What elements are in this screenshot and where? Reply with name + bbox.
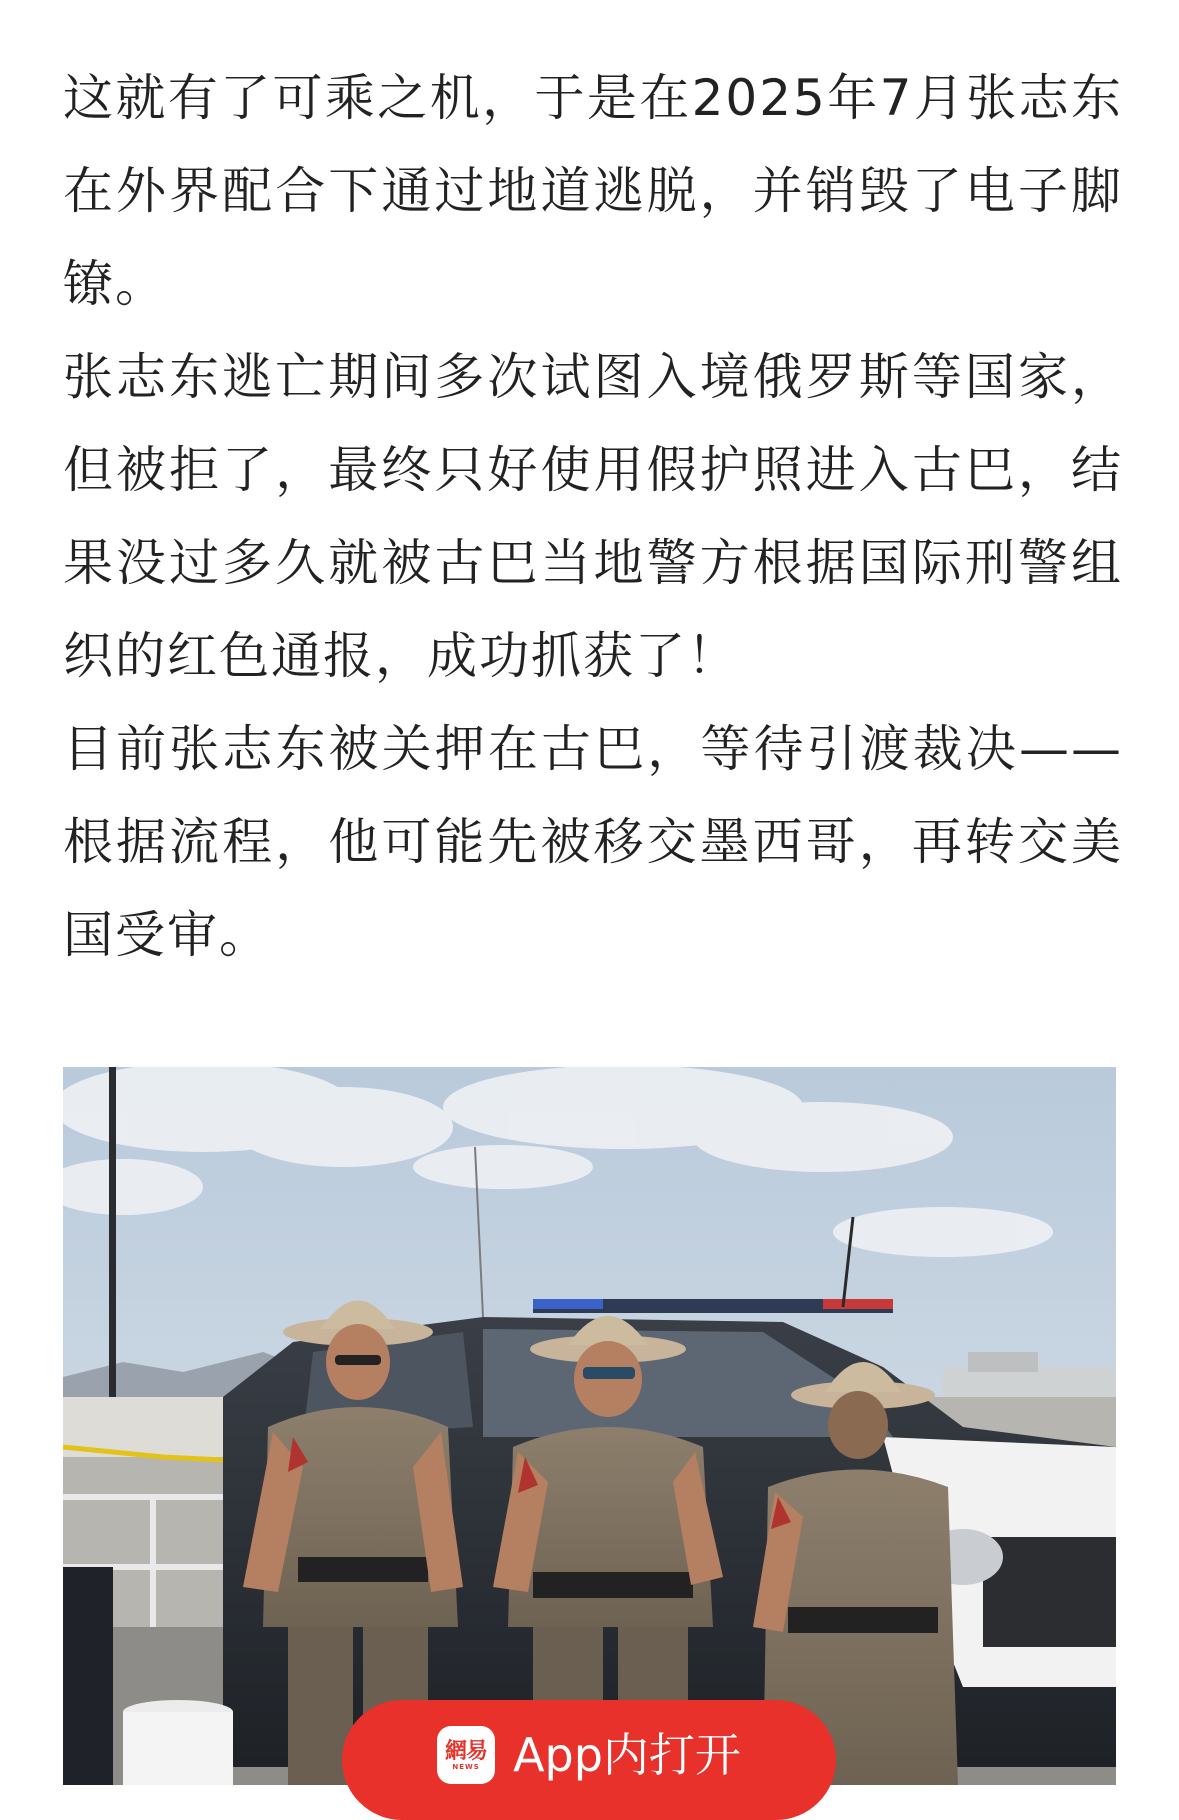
open-in-app-label: App内打开 [513, 1728, 741, 1782]
photo-officers-by-suv [63, 1067, 1116, 1785]
article-paragraph: 目前张志东被关押在古巴，等待引渡裁决——根据流程，他可能先被移交墨西哥，再转交美国受审。 [63, 720, 1123, 964]
logo-subtext: NEWS [452, 1763, 480, 1771]
netease-news-logo-icon [437, 1726, 495, 1784]
article-photo[interactable] [63, 1067, 1116, 1785]
open-in-app-button[interactable] [342, 1700, 836, 1820]
logo-text: 網易 [445, 1738, 488, 1764]
article-paragraph: 这就有了可乘之机，于是在2025年7月张志东在外界配合下通过地道逃脱，并销毁了电子脚镣。 [63, 69, 1123, 313]
article-body [63, 52, 1123, 982]
article-paragraph: 张志东逃亡期间多次试图入境俄罗斯等国家，但被拒了，最终只好使用假护照进入古巴，结果没过多久就被古巴当地警方根据国际刑警组织的红色通报，成功抓获了！ [63, 348, 1123, 685]
